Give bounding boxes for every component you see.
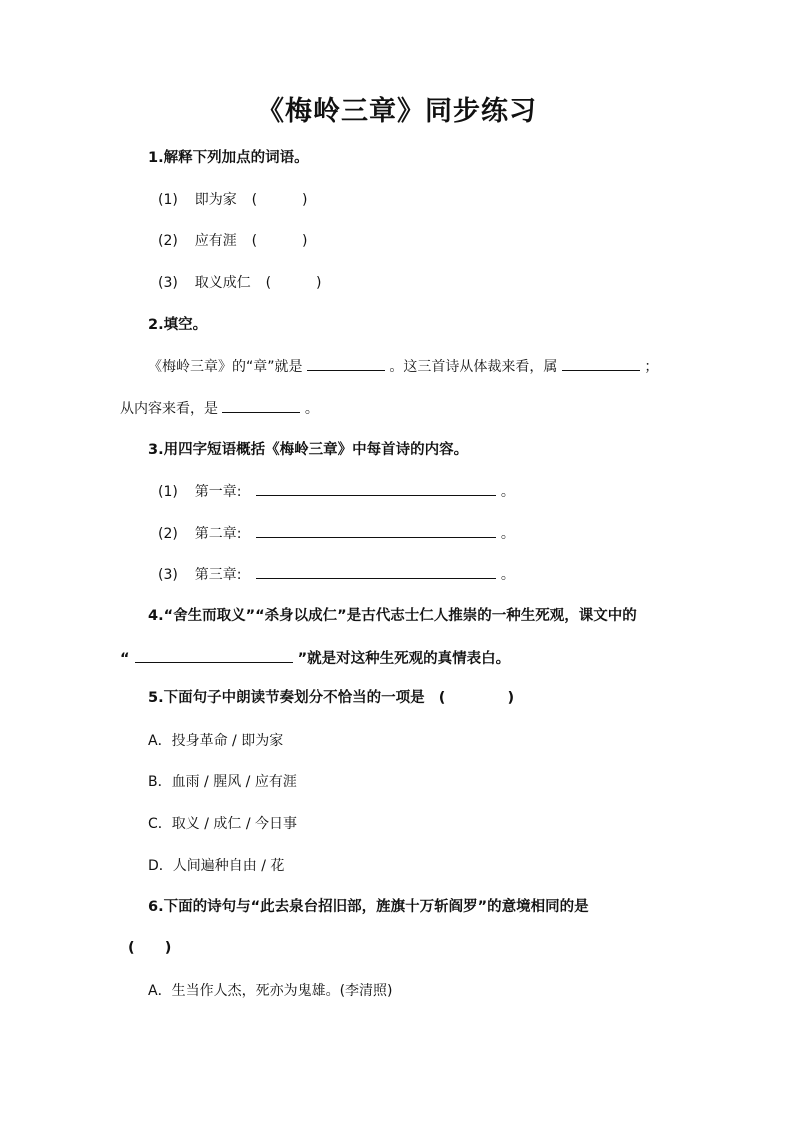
q1-item-2-open: ( <box>251 233 258 249</box>
q1-item-1-open: ( <box>251 192 258 208</box>
q1-stem: 1.解释下列加点的词语。 <box>148 150 309 166</box>
q2-line-2 <box>120 398 319 419</box>
q6-close: ) <box>164 940 172 956</box>
q3-blank-3[interactable] <box>256 564 496 579</box>
q2-line1-c: ； <box>644 359 659 375</box>
q2-line2-b: 。 <box>304 401 319 417</box>
q6-line-2 <box>128 938 171 958</box>
q3-item-1-num: (1) <box>158 484 178 500</box>
q1-item-3-close: ) <box>316 275 322 291</box>
q5-stem-line <box>148 688 514 708</box>
q5-option-b: B．血雨 / 腥风 / 应有涯 <box>148 774 297 790</box>
q2-line1-b: 。这三首诗从体裁来看，属 <box>389 359 558 375</box>
q1-item-1-num: (1) <box>158 192 178 208</box>
q3-item-3 <box>158 564 515 585</box>
q2-blank-2[interactable] <box>562 356 640 371</box>
q1-item-3-open: ( <box>265 275 272 291</box>
q3-item-2-num: (2) <box>158 526 178 542</box>
q5-option-c: C．取义 / 成仁 / 今日事 <box>148 816 298 832</box>
q3-blank-1[interactable] <box>256 481 496 496</box>
q1-item-1-text: 即为家 <box>194 192 237 208</box>
q1-item-2 <box>158 231 308 251</box>
q3-item-2 <box>158 523 515 544</box>
q3-stem: 3.用四字短语概括《梅岭三章》中每首诗的内容。 <box>148 442 469 458</box>
q2-line1-a: 《梅岭三章》的“章”就是 <box>148 359 303 375</box>
q1-item-2-num: (2) <box>158 233 178 249</box>
q4-line-1: 4.“舍生而取义”“杀身以成仁”是古代志士仁人推崇的一种生死观，课文中的 <box>148 608 637 624</box>
q3-item-3-num: (3) <box>158 567 178 583</box>
q5-open: ( <box>438 690 446 706</box>
page-title: 《梅岭三章》同步练习 <box>257 96 537 127</box>
q3-item-1-label: 第一章: <box>194 484 242 500</box>
q6-option-a: A．生当作人杰，死亦为鬼雄。(李清照) <box>148 983 393 999</box>
q3-item-2-label: 第二章: <box>194 526 242 542</box>
q1-item-1 <box>158 190 308 210</box>
q4-blank[interactable] <box>135 648 293 663</box>
q6-line-1: 6.下面的诗句与“此去泉台招旧部，旌旗十万斩阎罗”的意境相同的是 <box>148 899 589 915</box>
q1-item-3-num: (3) <box>158 275 178 291</box>
q5-stem: 5.下面句子中朗读节奏划分不恰当的一项是 <box>148 690 425 706</box>
q3-item-1-end: 。 <box>500 484 515 500</box>
q2-blank-3[interactable] <box>222 398 300 413</box>
q4-line2-rest: ”就是对这种生死观的真情表白。 <box>297 651 511 667</box>
q4-line-2 <box>120 648 510 669</box>
q2-line2-a: 从内容来看，是 <box>120 401 218 417</box>
q3-item-1 <box>158 481 515 502</box>
q4-open-quote: “ <box>120 651 130 667</box>
q2-line-1 <box>148 356 658 377</box>
q6-open: ( <box>128 940 135 956</box>
q3-item-2-end: 。 <box>500 526 515 542</box>
q3-blank-2[interactable] <box>256 523 496 538</box>
q3-item-3-label: 第三章: <box>194 567 242 583</box>
q5-option-a: A．投身革命 / 即为家 <box>148 733 284 749</box>
q1-item-2-text: 应有涯 <box>194 233 237 249</box>
q1-item-1-close: ) <box>302 192 308 208</box>
q1-item-3-text: 取义成仁 <box>194 275 251 291</box>
q2-stem: 2.填空。 <box>148 317 208 333</box>
q1-item-3 <box>158 273 322 293</box>
q2-blank-1[interactable] <box>307 356 385 371</box>
q5-close: ) <box>507 690 515 706</box>
q5-option-d: D．人间遍种自由 / 花 <box>148 858 285 874</box>
q1-item-2-close: ) <box>302 233 308 249</box>
q3-item-3-end: 。 <box>500 567 515 583</box>
